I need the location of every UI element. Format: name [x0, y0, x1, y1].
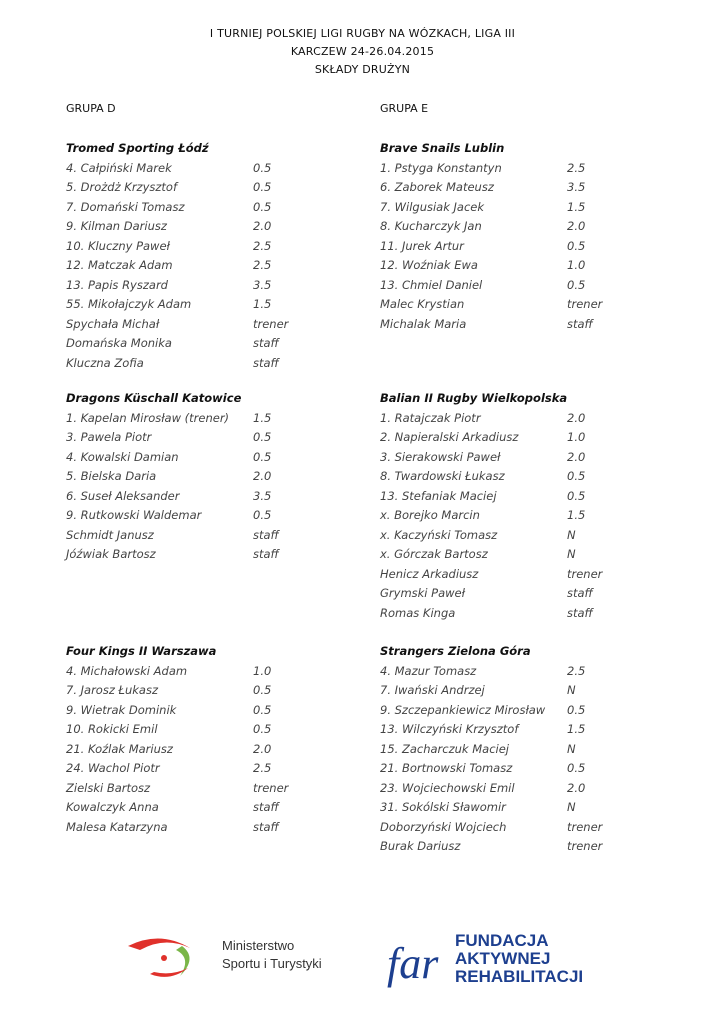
title-line-3: SKŁADY DRUŻYN: [314, 63, 411, 76]
player-row: [66, 526, 356, 546]
player-name: 21. Koźlak Mariusz: [66, 741, 173, 756]
player-points: 2.0: [567, 780, 586, 795]
player-name: 7. Domański Tomasz: [66, 199, 185, 214]
ministry-emblem-icon: [120, 928, 360, 986]
player-name: x. Górczak Bartosz: [380, 547, 488, 562]
player-name: 24. Wachol Piotr: [66, 761, 160, 776]
player-name: Henicz Arkadiusz: [380, 566, 479, 581]
player-points: trener: [567, 566, 603, 581]
player-points: staff: [253, 800, 279, 815]
player-row: [380, 681, 670, 701]
player-name: 9. Kilman Dariusz: [66, 219, 167, 234]
player-row: [66, 334, 356, 354]
player-points: 3.5: [253, 488, 272, 503]
player-row: [66, 740, 356, 760]
player-row: [380, 662, 670, 682]
player-points: 3.5: [567, 180, 586, 195]
player-row: [380, 178, 670, 198]
player-points: staff: [567, 586, 593, 601]
player-name: 5. Drożdż Krzysztof: [66, 180, 178, 195]
player-name: 7. Iwański Andrzej: [380, 683, 485, 698]
far-line-3: REHABILITACJI: [455, 967, 584, 986]
player-points: trener: [253, 316, 289, 331]
group-e-heading: GRUPA E: [380, 102, 429, 115]
player-row: [66, 662, 356, 682]
player-name: Michalak Maria: [380, 316, 467, 331]
player-points: N: [567, 547, 576, 562]
player-points: 2.5: [567, 160, 586, 175]
player-points: 2.5: [567, 663, 586, 678]
player-row: [66, 506, 356, 526]
player-row: [66, 818, 356, 838]
player-name: Kluczna Zofia: [66, 355, 144, 370]
player-points: 0.5: [567, 702, 586, 717]
player-name: Malesa Katarzyna: [66, 819, 168, 834]
player-name: 1. Pstyga Konstantyn: [380, 160, 502, 175]
player-name: 12. Matczak Adam: [66, 258, 173, 273]
player-name: Jóźwiak Bartosz: [66, 547, 156, 562]
player-row: [380, 818, 670, 838]
player-points: 1.5: [253, 410, 272, 425]
player-points: trener: [567, 819, 603, 834]
player-row: [380, 701, 670, 721]
player-row: [380, 295, 670, 315]
player-name: 4. Mazur Tomasz: [380, 663, 477, 678]
title-line-1: I TURNIEJ POLSKIEJ LIGI RUGBY NA WÓZKACH, LIGA III: [209, 27, 516, 40]
player-name: x. Borejko Marcin: [380, 508, 480, 523]
far-mark: far: [387, 939, 439, 988]
player-points: staff: [253, 355, 279, 370]
player-points: staff: [567, 605, 593, 620]
player-points: N: [567, 741, 576, 756]
player-points: 3.5: [253, 277, 272, 292]
player-points: 0.5: [253, 430, 272, 445]
player-points: 2.0: [567, 449, 586, 464]
player-row: [380, 837, 670, 857]
player-points: 2.0: [253, 469, 272, 484]
team-name: Dragons Küschall Katowice: [66, 391, 242, 405]
player-points: trener: [253, 780, 289, 795]
player-points: trener: [567, 297, 603, 312]
player-row: [380, 428, 670, 448]
player-name: 1. Ratajczak Piotr: [380, 410, 481, 425]
player-name: 10. Kluczny Paweł: [66, 238, 170, 253]
player-points: 1.0: [567, 430, 586, 445]
player-row: [380, 448, 670, 468]
player-row: [380, 720, 670, 740]
player-name: 23. Wojciechowski Emil: [380, 780, 515, 795]
player-points: 2.5: [253, 258, 272, 273]
team-name: Brave Snails Lublin: [380, 141, 505, 155]
player-row: [66, 798, 356, 818]
player-points: 2.0: [567, 219, 586, 234]
player-points: N: [567, 800, 576, 815]
player-row: [66, 354, 356, 374]
player-points: 2.5: [253, 238, 272, 253]
player-row: [66, 759, 356, 779]
player-row: [380, 759, 670, 779]
ministry-logo: [120, 928, 360, 986]
player-points: 0.5: [253, 199, 272, 214]
player-row: [66, 681, 356, 701]
player-name: 13. Wilczyński Krzysztof: [380, 722, 519, 737]
player-row: [380, 604, 670, 624]
player-row: [66, 448, 356, 468]
player-name: 9. Szczepankiewicz Mirosław: [380, 702, 546, 717]
player-name: 1. Kapelan Mirosław (trener): [66, 410, 230, 425]
player-name: 4. Michałowski Adam: [66, 663, 188, 678]
player-name: 11. Jurek Artur: [380, 238, 464, 253]
player-row: [380, 409, 670, 429]
player-row: [66, 467, 356, 487]
title-line-2: KARCZEW 24-26.04.2015: [290, 45, 435, 58]
player-name: 3. Sierakowski Paweł: [380, 449, 501, 464]
player-name: 13. Chmiel Daniel: [380, 277, 483, 292]
player-points: 1.5: [567, 508, 586, 523]
team-name: Strangers Zielona Góra: [380, 644, 531, 658]
player-name: 4. Całpiński Marek: [66, 160, 172, 175]
player-row: [380, 237, 670, 257]
player-name: 8. Twardowski Łukasz: [380, 469, 505, 484]
far-line-2: AKTYWNEJ: [455, 949, 551, 968]
player-row: [66, 428, 356, 448]
team-block: [66, 642, 356, 837]
player-name: 3. Pawela Piotr: [66, 430, 152, 445]
ministry-line-1: Ministerstwo: [222, 938, 295, 953]
player-points: 0.5: [253, 722, 272, 737]
team-name: Tromed Sporting Łódź: [66, 141, 209, 155]
team-name: Balian II Rugby Wielkopolska: [380, 391, 568, 405]
far-line-1: FUNDACJA: [455, 931, 549, 950]
player-row: [66, 779, 356, 799]
player-points: 0.5: [567, 761, 586, 776]
player-row: [380, 565, 670, 585]
player-row: [66, 315, 356, 335]
player-row: [66, 295, 356, 315]
player-row: [380, 487, 670, 507]
player-name: 12. Woźniak Ewa: [380, 258, 478, 273]
ministry-line-2: Sportu i Turystyki: [222, 956, 322, 971]
team-name: Four Kings II Warszawa: [66, 644, 217, 658]
player-points: N: [567, 683, 576, 698]
player-name: Zielski Bartosz: [66, 780, 151, 795]
player-points: 0.5: [253, 160, 272, 175]
player-name: 9. Wietrak Dominik: [66, 702, 177, 717]
player-name: 55. Mikołajczyk Adam: [66, 297, 192, 312]
player-row: [380, 526, 670, 546]
player-points: 1.5: [567, 199, 586, 214]
player-points: 0.5: [567, 277, 586, 292]
player-name: Domańska Monika: [66, 336, 172, 351]
player-name: 13. Papis Ryszard: [66, 277, 168, 292]
team-block: [66, 389, 356, 565]
player-name: 10. Rokicki Emil: [66, 722, 158, 737]
player-row: [66, 237, 356, 257]
player-points: staff: [253, 819, 279, 834]
player-row: [380, 467, 670, 487]
player-row: [66, 198, 356, 218]
player-name: Grymski Paweł: [380, 586, 465, 601]
player-points: N: [567, 527, 576, 542]
player-points: 0.5: [567, 469, 586, 484]
player-points: 1.0: [567, 258, 586, 273]
team-block: [380, 389, 670, 623]
player-name: 15. Zacharczuk Maciej: [380, 741, 509, 756]
player-row: [66, 409, 356, 429]
player-row: [380, 198, 670, 218]
player-row: [380, 740, 670, 760]
player-name: Romas Kinga: [380, 605, 456, 620]
player-name: 7. Jarosz Łukasz: [66, 683, 158, 698]
player-name: 21. Bortnowski Tomasz: [380, 761, 513, 776]
player-points: 2.0: [253, 741, 272, 756]
player-points: staff: [253, 527, 279, 542]
player-name: Kowalczyk Anna: [66, 800, 159, 815]
player-row: [380, 506, 670, 526]
player-name: 31. Sokólski Sławomir: [380, 800, 506, 815]
player-name: Schmidt Janusz: [66, 527, 154, 542]
player-row: [380, 798, 670, 818]
player-row: [380, 159, 670, 179]
player-name: 9. Rutkowski Waldemar: [66, 508, 202, 523]
player-row: [380, 584, 670, 604]
player-name: Doborzyński Wojciech: [380, 819, 507, 834]
player-row: [380, 276, 670, 296]
team-block: [66, 139, 356, 373]
player-row: [66, 217, 356, 237]
player-name: 2. Napieralski Arkadiusz: [380, 430, 519, 445]
player-points: 0.5: [567, 488, 586, 503]
player-points: staff: [567, 316, 593, 331]
player-points: staff: [253, 547, 279, 562]
player-name: x. Kaczyński Tomasz: [380, 527, 498, 542]
player-name: 4. Kowalski Damian: [66, 449, 179, 464]
player-points: 2.0: [567, 410, 586, 425]
player-points: 0.5: [253, 702, 272, 717]
player-name: 7. Wilgusiak Jacek: [380, 199, 485, 214]
player-row: [66, 545, 356, 565]
player-row: [66, 701, 356, 721]
group-d-heading: GRUPA D: [66, 102, 116, 115]
player-row: [66, 487, 356, 507]
player-row: [66, 159, 356, 179]
far-logo: [385, 926, 605, 988]
player-row: [66, 720, 356, 740]
player-points: 0.5: [567, 238, 586, 253]
player-points: 0.5: [253, 683, 272, 698]
player-name: 8. Kucharczyk Jan: [380, 219, 482, 234]
player-points: 1.0: [253, 663, 272, 678]
player-points: staff: [253, 336, 279, 351]
player-row: [380, 217, 670, 237]
player-row: [380, 779, 670, 799]
player-points: 0.5: [253, 180, 272, 195]
player-row: [380, 545, 670, 565]
player-row: [380, 315, 670, 335]
player-points: 2.0: [253, 219, 272, 234]
player-name: Spychała Michał: [66, 316, 160, 331]
player-name: Malec Krystian: [380, 297, 465, 312]
player-name: 5. Bielska Daria: [66, 469, 157, 484]
player-points: 0.5: [253, 508, 272, 523]
player-name: 6. Zaborek Mateusz: [380, 180, 494, 195]
player-points: 1.5: [567, 722, 586, 737]
player-points: 1.5: [253, 297, 272, 312]
player-points: 0.5: [253, 449, 272, 464]
player-name: Burak Dariusz: [380, 839, 461, 854]
player-row: [380, 256, 670, 276]
player-row: [66, 256, 356, 276]
team-block: [380, 642, 670, 857]
player-points: 2.5: [253, 761, 272, 776]
player-row: [66, 276, 356, 296]
player-name: 13. Stefaniak Maciej: [380, 488, 497, 503]
player-row: [66, 178, 356, 198]
player-points: trener: [567, 839, 603, 854]
player-name: 6. Suseł Aleksander: [66, 488, 180, 503]
team-block: [380, 139, 670, 334]
